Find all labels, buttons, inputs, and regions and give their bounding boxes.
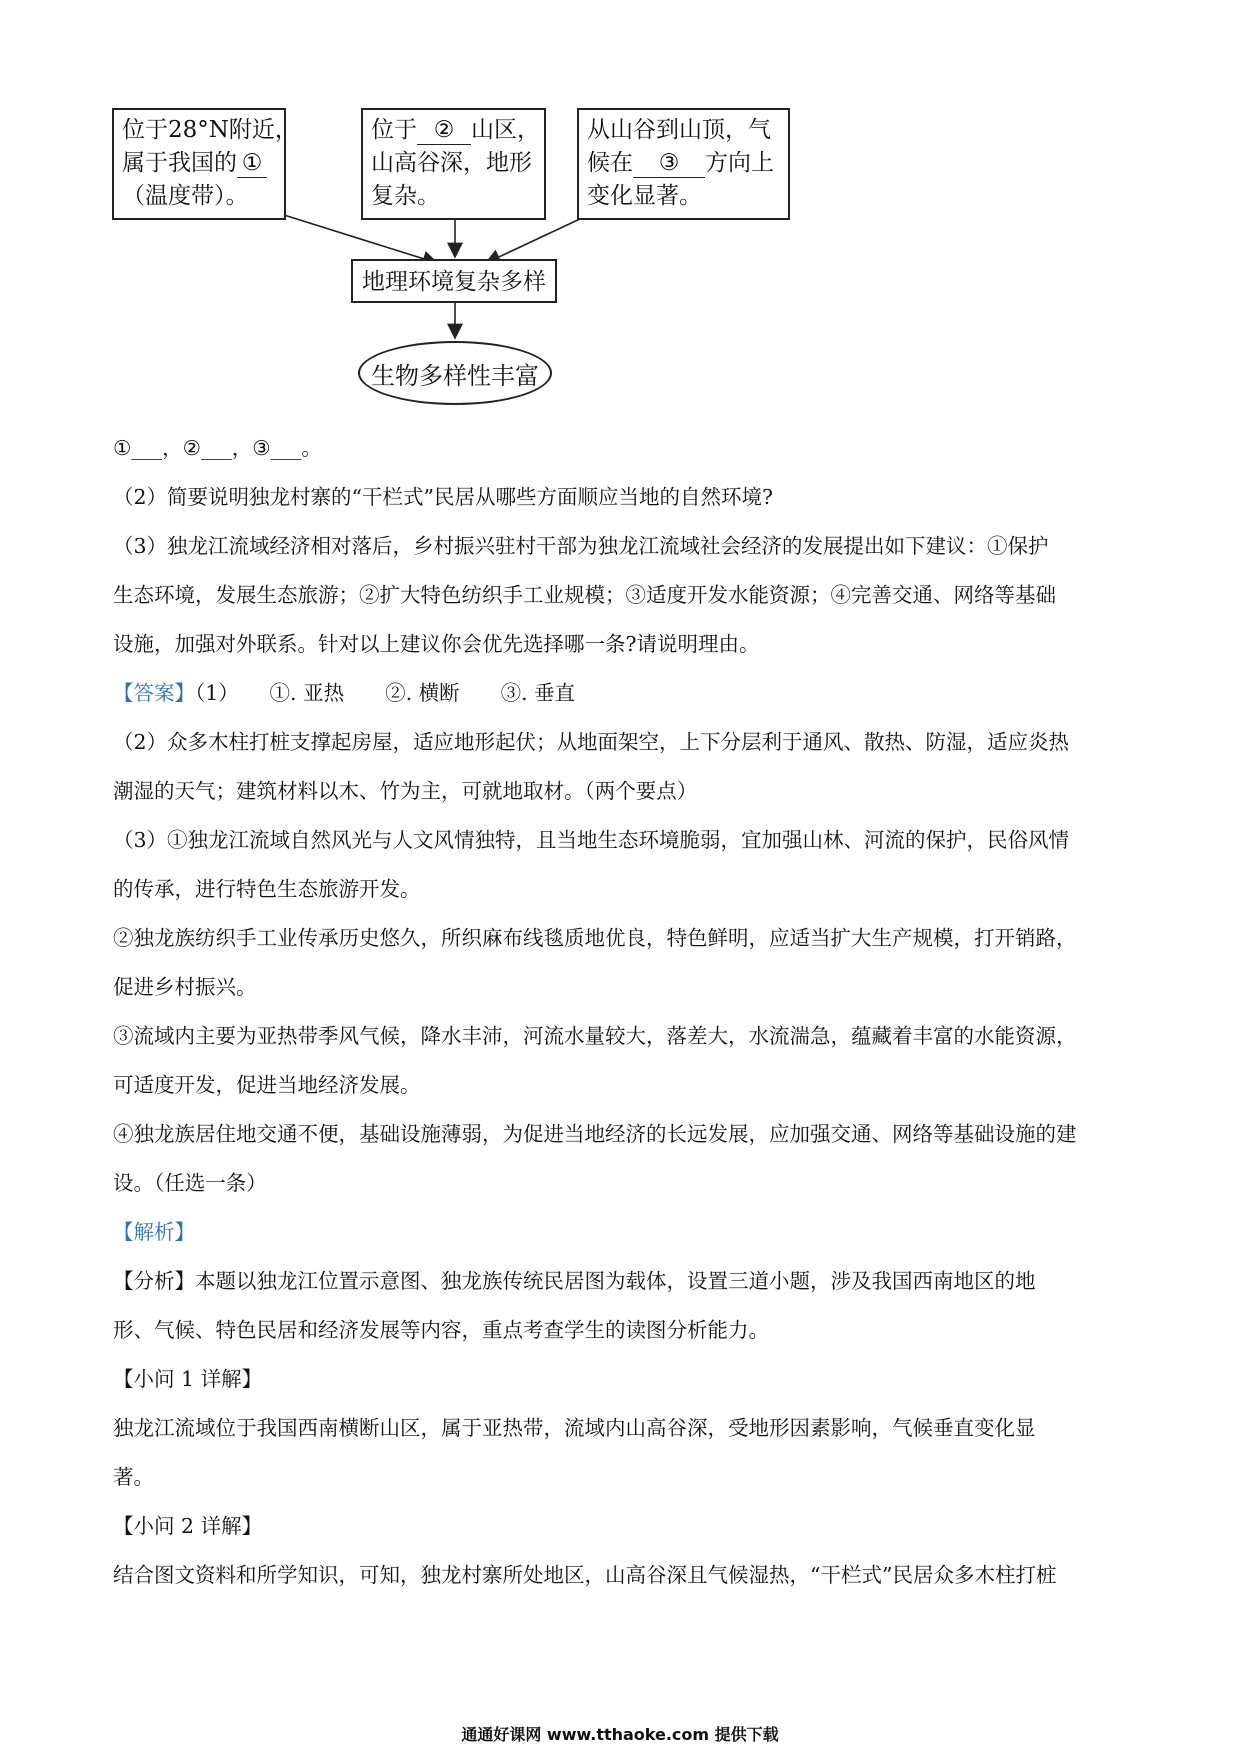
blank-2: ② [417,116,471,145]
flow-diagram [0,0,1240,420]
analysis-label: 【解析】 [113,1220,195,1244]
box3-line1: 从山谷到山顶，气 [587,117,771,143]
box-environment: 地理环境复杂多样 [351,259,557,303]
text-line: 独龙江流域位于我国西南横断山区，属于亚热带，流域内山高谷深，受地形因素影响，气候垂直变化显 [113,1416,1036,1440]
page-footer: 通通好课网 www.tthaoke.com 提供下载 [461,1725,779,1744]
text-line: ①___，②___，③___。 [113,436,322,460]
box2-line1 [371,114,540,147]
text-line: 潮湿的天气；建筑材料以木、竹为主，可就地取材。（两个要点） [113,779,698,803]
text-line: 结合图文资料和所学知识，可知，独龙村寨所处地区，山高谷深且气候湿热，“干栏式”民居众多木柱打桩 [113,1563,1057,1587]
text-line: 的传承，进行特色生态旅游开发。 [113,877,421,901]
text-line: 【分析】本题以独龙江位置示意图、独龙族传统民居图为载体，设置三道小题，涉及我国西南地区的地 [113,1269,1036,1293]
box1-line3: （温度带）。 [122,183,249,209]
box3-line2-post: 方向上 [705,150,774,176]
text-line: 【小问 2 详解】 [113,1514,263,1538]
blank-3: ③ [633,149,705,178]
blank-1: ① [237,149,267,178]
text-line: ③流域内主要为亚热带季风气候，降水丰沛，河流水量较大，落差大，水流湍急，蕴藏着丰富的水能资源， [113,1024,1077,1048]
text-line: 生态环境，发展生态旅游；②扩大特色纺织手工业规模；③适度开发水能资源；④完善交通、网络等基础 [113,583,1056,607]
text-line: （2）简要说明独龙村寨的“干栏式”民居从哪些方面顺应当地的自然环境? [113,485,773,509]
arrow-right [486,218,582,263]
box3-line2 [587,147,780,180]
answer-label: 【答案】 [113,681,195,705]
text-line: （3）独龙江流域经济相对落后，乡村振兴驻村干部为独龙江流域社会经济的发展提出如下建议：①保护 [113,534,1049,558]
text-line: （2）众多木柱打桩支撑起房屋，适应地形起伏；从地面架空，上下分层利于通风、散热、防湿，适应炎热 [113,730,1070,754]
text-line: 【小问 1 详解】 [113,1367,263,1391]
answer-line [113,669,1133,718]
box2-line3: 复杂。 [371,183,440,209]
text-line: ②独龙族纺织手工业传承历史悠久，所织麻布线毯质地优良，特色鲜明，应适当扩大生产规模，打开销路， [113,926,1077,950]
box2-line2: 山高谷深，地形 [371,150,532,176]
text-line: 可适度开发，促进当地经济发展。 [113,1073,421,1097]
box1-line2 [122,147,276,180]
box-climate [577,108,790,220]
ellipse-biodiversity: 生物多样性丰富 [358,341,552,405]
box-latitude [112,108,298,220]
text-line: ④独龙族居住地交通不便，基础设施薄弱，为促进当地经济的长远发展，应加强交通、网络等基础设施的建 [113,1122,1077,1146]
box3-line2-pre: 候在 [587,150,633,176]
answer-content [113,424,1133,1600]
box1-line2-text: 属于我国的 [122,150,237,176]
text-line: （3）①独龙江流域自然风光与人文风情独特，且当地生态环境脆弱，宜加强山林、河流的保护，民俗风情 [113,828,1070,852]
answer-text: （1） ①. 亚热 ②. 横断 ③. 垂直 [195,681,576,705]
text-line: 设施，加强对外联系。针对以上建议你会优先选择哪一条?请说明理由。 [113,632,760,656]
box-mountain [361,108,546,220]
box1-line1: 位于28°N附近， [122,117,298,143]
arrow-left [284,215,437,263]
box2-line1-pre: 位于 [371,117,417,143]
text-line: 促进乡村振兴。 [113,975,257,999]
text-line: 著。 [113,1465,154,1489]
box3-line3: 变化显著。 [587,183,702,209]
text-line: 形、气候、特色民居和经济发展等内容，重点考查学生的读图分析能力。 [113,1318,769,1342]
box2-line1-post: 山区， [471,117,540,143]
text-line: 设。（任选一条） [113,1171,267,1195]
